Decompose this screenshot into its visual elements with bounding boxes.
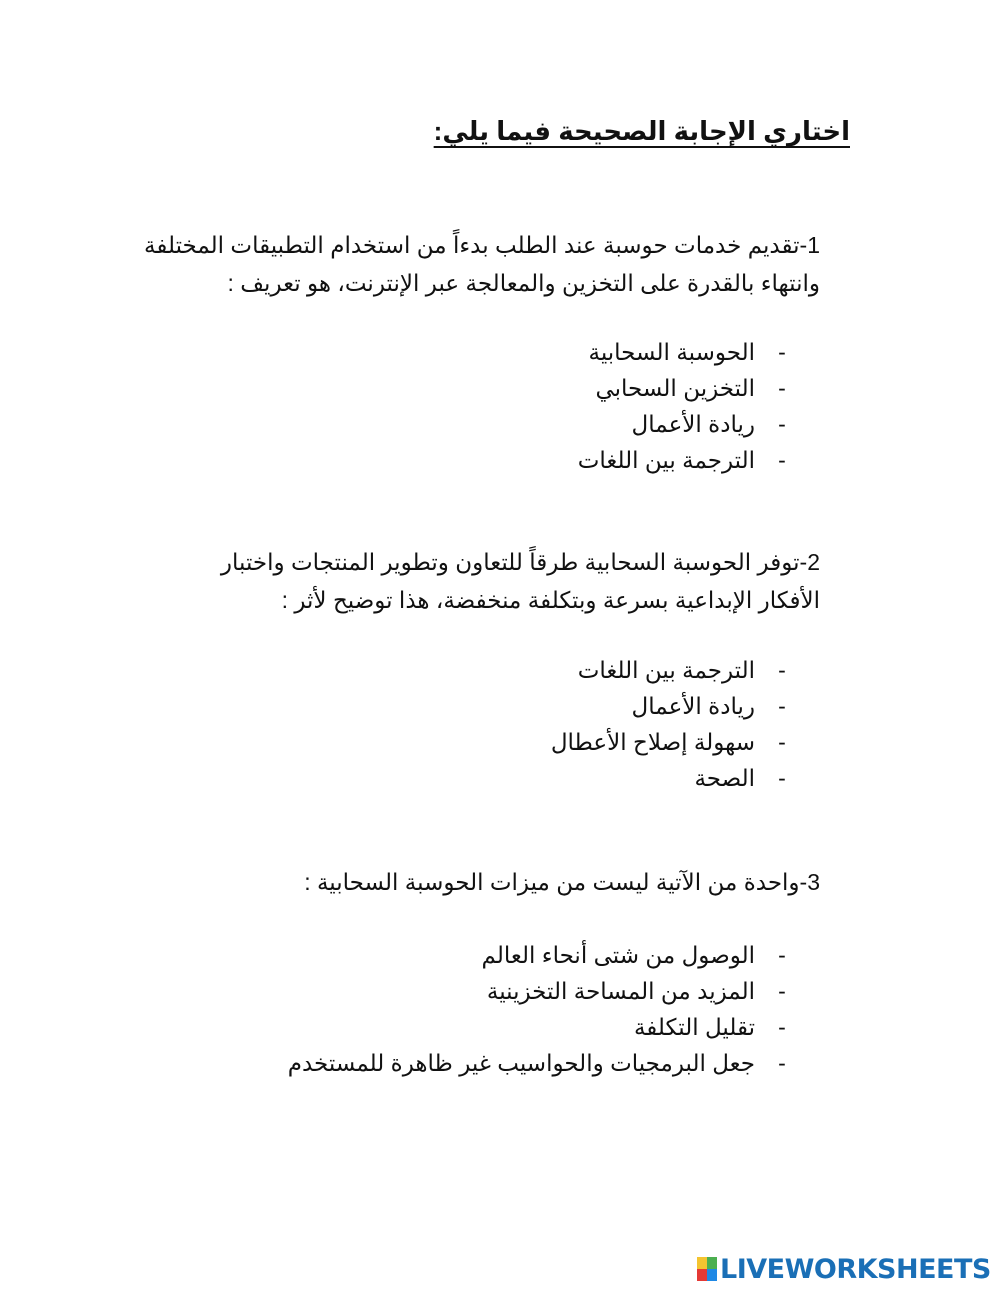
option-label: سهولة إصلاح الأعطال (550, 729, 755, 755)
option-label: الترجمة بين اللغات (577, 657, 755, 683)
question-3-number: 3- (799, 869, 820, 895)
dash-bullet: - (778, 1050, 786, 1076)
option-item[interactable] (551, 760, 792, 796)
logo-mark-cell-3 (697, 1269, 707, 1281)
logo-mark-cell-4 (707, 1269, 717, 1281)
question-3-options (288, 937, 792, 1081)
dash-bullet: - (778, 375, 786, 401)
liveworksheets-logo-icon (697, 1257, 717, 1281)
dash-bullet: - (778, 1014, 786, 1040)
question-1-options (578, 334, 792, 478)
question-1-line-2: وانتهاء بالقدرة على التخزين والمعالجة عبر الإنترنت، هو تعريف : (227, 270, 820, 296)
logo-mark-cell-2 (707, 1257, 717, 1269)
question-2-number: 2- (799, 549, 820, 575)
question-2-line-1 (170, 543, 820, 581)
dash-bullet: - (778, 447, 786, 473)
question-1-line-1 (143, 226, 820, 264)
option-label: الترجمة بين اللغات (577, 447, 755, 473)
dash-bullet: - (778, 729, 786, 755)
option-item[interactable] (288, 1009, 792, 1045)
option-item[interactable] (551, 724, 792, 760)
option-label: ريادة الأعمال (631, 411, 755, 437)
dash-bullet: - (778, 657, 786, 683)
dash-bullet: - (778, 693, 786, 719)
question-2 (170, 543, 820, 619)
option-item[interactable] (578, 442, 792, 478)
question-2-text: توفر الحوسبة السحابية طرقاً للتعاون وتطوير المنتجات واختبار (220, 549, 800, 575)
option-label: التخزين السحابي (595, 375, 755, 401)
logo-mark-cell-1 (697, 1257, 707, 1269)
option-item[interactable] (288, 937, 792, 973)
option-label: الحوسبة السحابية (588, 339, 755, 365)
dash-bullet: - (778, 765, 786, 791)
liveworksheets-logo[interactable] (697, 1254, 991, 1284)
option-label: ريادة الأعمال (631, 693, 755, 719)
dash-bullet: - (778, 978, 786, 1004)
dash-bullet: - (778, 942, 786, 968)
option-label: تقليل التكلفة (633, 1014, 755, 1040)
logo-text: LIVEWORKSHEETS (720, 1253, 991, 1285)
option-item[interactable] (288, 1045, 792, 1081)
option-item[interactable] (551, 688, 792, 724)
question-1-text: تقديم خدمات حوسبة عند الطلب بدءاً من استخدام التطبيقات المختلفة (143, 232, 800, 258)
dash-bullet: - (778, 339, 786, 365)
question-3 (170, 863, 820, 901)
option-label: الصحة (694, 765, 755, 791)
worksheet-title: اختاري الإجابة الصحيحة فيما يلي: (433, 116, 850, 146)
question-2-options (551, 652, 792, 796)
option-item[interactable] (578, 406, 792, 442)
question-3-line-1 (170, 863, 820, 901)
question-2-line-2: الأفكار الإبداعية بسرعة وبتكلفة منخفضة، هذا توضيح لأثر : (281, 587, 820, 613)
option-item[interactable] (288, 973, 792, 1009)
question-3-text: واحدة من الآتية ليست من ميزات الحوسبة السحابية : (304, 869, 800, 895)
option-label: المزيد من المساحة التخزينية (486, 978, 755, 1004)
option-item[interactable] (578, 370, 792, 406)
option-label: جعل البرمجيات والحواسيب غير ظاهرة للمستخدم (287, 1050, 755, 1076)
option-item[interactable] (551, 652, 792, 688)
option-item[interactable] (578, 334, 792, 370)
option-label: الوصول من شتى أنحاء العالم (481, 942, 755, 968)
question-1 (143, 226, 820, 302)
dash-bullet: - (778, 411, 786, 437)
question-1-number: 1- (799, 232, 820, 258)
